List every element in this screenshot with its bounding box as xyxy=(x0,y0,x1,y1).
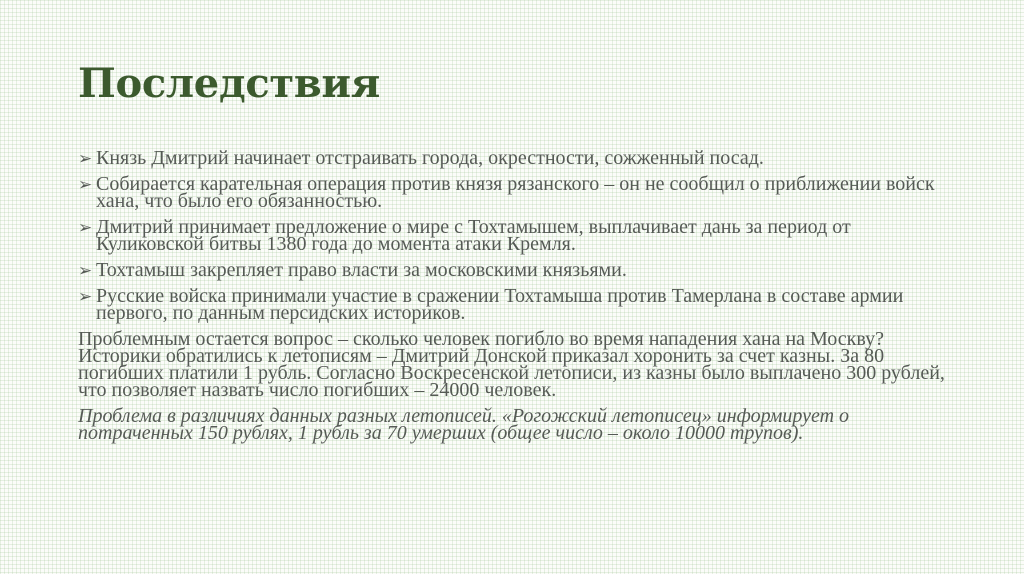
bullet-item xyxy=(78,173,958,212)
arrow-bullet-icon: ➢ xyxy=(78,261,93,280)
bullet-item xyxy=(78,147,958,169)
bullet-item xyxy=(78,285,958,324)
bullet-item xyxy=(78,216,958,255)
chronicles-note-paragraph: Проблема в различиях данных разных летописей. «Рогожский летописец» информирует о потраченных 150 рублях, 1 рубль за 70 умерших (общее число – около 10000 трупов). xyxy=(78,405,850,444)
arrow-bullet-icon: ➢ xyxy=(78,149,93,168)
arrow-bullet-icon: ➢ xyxy=(78,175,93,194)
bullet-text: Собирается карательная операция против князя рязанского – он не сообщил о приближении войск хана, что было его обязанностью. xyxy=(96,173,935,212)
arrow-bullet-icon: ➢ xyxy=(78,287,93,306)
bullet-text: Русские войска принимали участие в сражении Тохтамыша против Тамерлана в составе армии первого, по данным персидских историков. xyxy=(96,285,904,324)
bullet-item xyxy=(78,259,958,281)
arrow-bullet-icon: ➢ xyxy=(78,218,93,237)
slide-title: Последствия xyxy=(78,60,380,107)
slide-body xyxy=(78,147,958,451)
casualties-paragraph: Проблемным остается вопрос – сколько человек погибло во время нападения хана на Москву? Историки обратились к летописям – Дмитрий Донской приказал хоронить за счет казны. За 80 погибших платили 1 рубль. Согласно Воскресенской летописи, из казны было выплачено 300 рублей, что позволяет назвать число погибших – 24000 человек. xyxy=(78,328,945,401)
bullet-text: Князь Дмитрий начинает отстраивать города, окрестности, сожженный посад. xyxy=(96,147,764,169)
bullet-list xyxy=(78,147,958,324)
bullet-text: Тохтамыш закрепляет право власти за московскими князьями. xyxy=(96,259,627,281)
bullet-text: Дмитрий принимает предложение о мире с Тохтамышем, выплачивает дань за период от Куликовской битвы 1380 года до момента атаки Кремля. xyxy=(96,216,851,255)
